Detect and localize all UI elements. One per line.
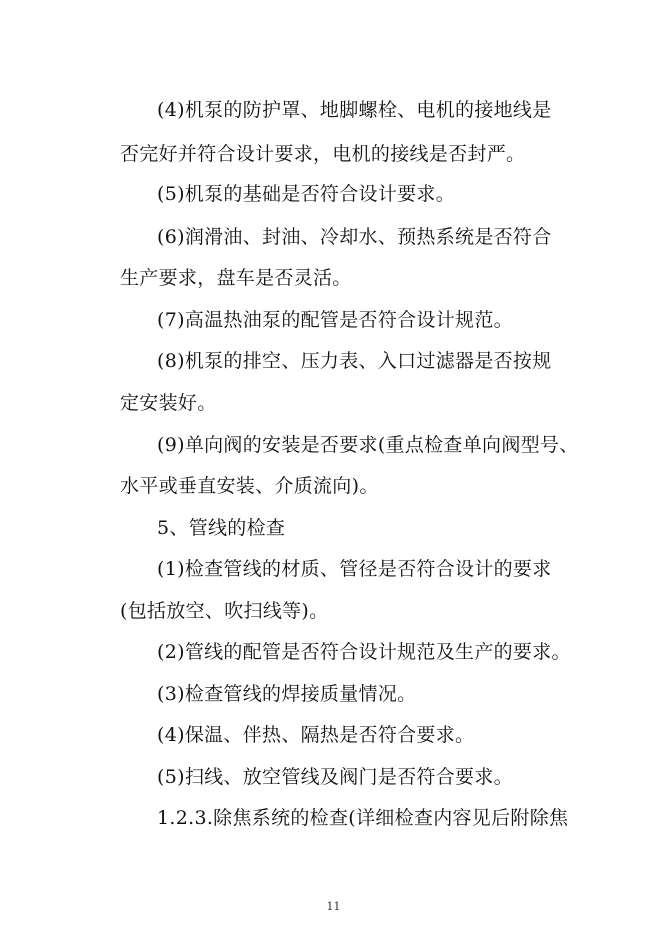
paragraph-line: (5)机泵的基础是否符合设计要求。 (157, 183, 456, 205)
paragraph-line: (2)管线的配管是否符合设计规范及生产的要求。 (157, 641, 571, 663)
paragraph-line: (9)单向阀的安装是否要求(重点检查单向阀型号、 (157, 434, 579, 456)
paragraph-line: (1)检查管线的材质、管径是否符合设计的要求 (157, 558, 552, 580)
paragraph-line: (4)保温、伴热、隔热是否符合要求。 (157, 724, 475, 746)
paragraph-line: (包括放空、吹扫线等)。 (120, 600, 329, 622)
page-number: 11 (326, 900, 341, 913)
paragraph-line: (8)机泵的排空、压力表、入口过滤器是否按规 (157, 350, 552, 372)
paragraph-line: (6)润滑油、封油、冷却水、预热系统是否符合 (157, 226, 552, 248)
paragraph-line: 否完好并符合设计要求，电机的接线是否封严。 (120, 143, 526, 165)
paragraph-line: (7)高温热油泵的配管是否符合设计规范。 (157, 309, 513, 331)
paragraph-line: (5)扫线、放空管线及阀门是否符合要求。 (157, 766, 513, 788)
paragraph-line: (3)检查管线的焊接质量情况。 (157, 683, 417, 705)
section-heading: 5、管线的检查 (157, 517, 286, 539)
paragraph-line: 定安装好。 (120, 392, 217, 414)
paragraph-line: 生产要求，盘车是否灵活。 (120, 267, 352, 289)
paragraph-line: 水平或垂直安装、介质流向)。 (120, 475, 379, 497)
section-heading: 1.2.3.除焦系统的检查(详细检查内容见后附除焦 (157, 807, 569, 829)
paragraph-line: (4)机泵的防护罩、地脚螺栓、电机的接地线是 (157, 99, 552, 121)
